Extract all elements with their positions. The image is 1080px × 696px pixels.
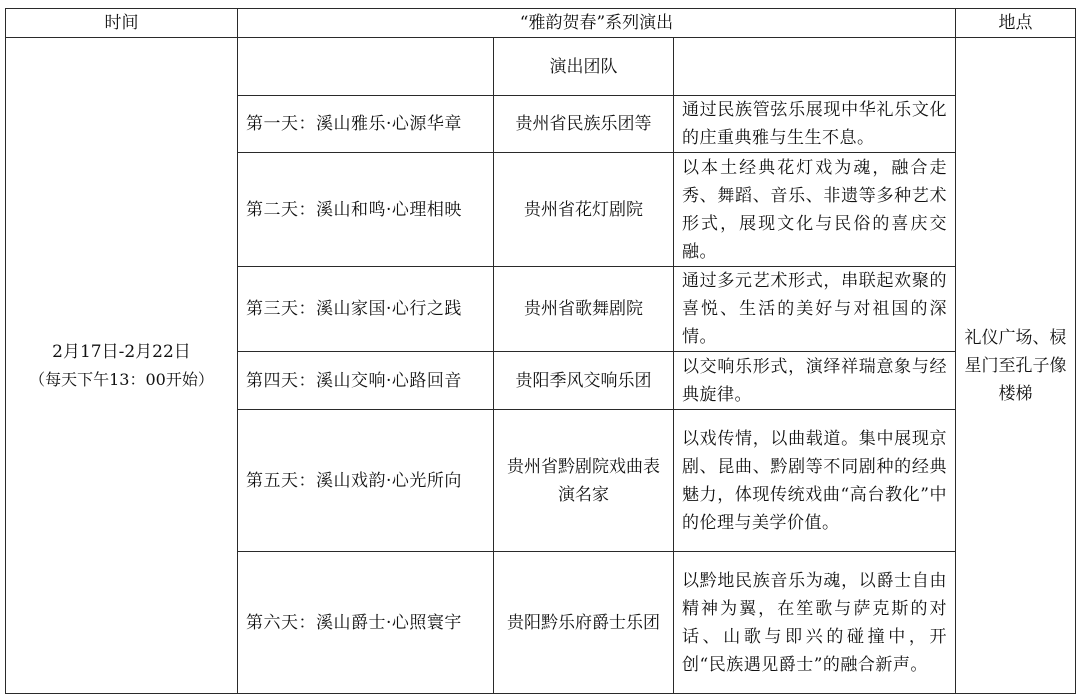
venue-cell: 礼仪广场、棂星门至孔子像楼梯 [956,38,1076,694]
program-description: 通过多元艺术形式，串联起欢聚的喜悦、生活的美好与对祖国的深情。 [674,267,956,352]
program-name: 第三天：溪山家国·心行之践 [238,267,494,352]
program-description: 以交响乐形式，演绎祥瑞意象与经典旋律。 [674,352,956,410]
time-note: （每天下午13：00开始） [29,369,214,389]
performance-schedule-table [5,8,1076,694]
program-name: 第一天：溪山雅乐·心源华章 [238,96,494,153]
header-row [6,9,1076,38]
performing-team: 贵阳黔乐府爵士乐团 [494,552,674,694]
performing-team: 贵州省民族乐团等 [494,96,674,153]
performing-team: 贵州省黔剧院戏曲表演名家 [494,410,674,552]
time-cell [6,38,238,694]
subheader-row [6,38,1076,96]
program-description: 以本土经典花灯戏为魂，融合走秀、舞蹈、音乐、非遗等多种艺术形式，展现文化与民俗的喜庆交融。 [674,153,956,267]
subheader-description [674,38,956,96]
program-description: 以黔地民族音乐为魂，以爵士自由精神为翼，在笙歌与萨克斯的对话、山歌与即兴的碰撞中，开创“民族遇见爵士”的融合新声。 [674,552,956,694]
program-name: 第五天：溪山戏韵·心光所向 [238,410,494,552]
header-venue: 地点 [956,9,1076,38]
performing-team: 贵阳季风交响乐团 [494,352,674,410]
performing-team: 贵州省歌舞剧院 [494,267,674,352]
program-description: 通过民族管弦乐展现中华礼乐文化的庄重典雅与生生不息。 [674,96,956,153]
program-name: 第四天：溪山交响·心路回音 [238,352,494,410]
program-description: 以戏传情，以曲载道。集中展现京剧、昆曲、黔剧等不同剧种的经典魅力，体现传统戏曲“高台教化”中的伦理与美学价值。 [674,410,956,552]
time-range: 2月17日-2月22日 [52,341,191,362]
program-name: 第二天：溪山和鸣·心理相映 [238,153,494,267]
performing-team: 贵州省花灯剧院 [494,153,674,267]
subheader-program [238,38,494,96]
header-time: 时间 [6,9,238,38]
program-name: 第六天：溪山爵士·心照寰宇 [238,552,494,694]
subheader-team: 演出团队 [494,38,674,96]
header-series-title: “雅韵贺春”系列演出 [238,9,956,38]
